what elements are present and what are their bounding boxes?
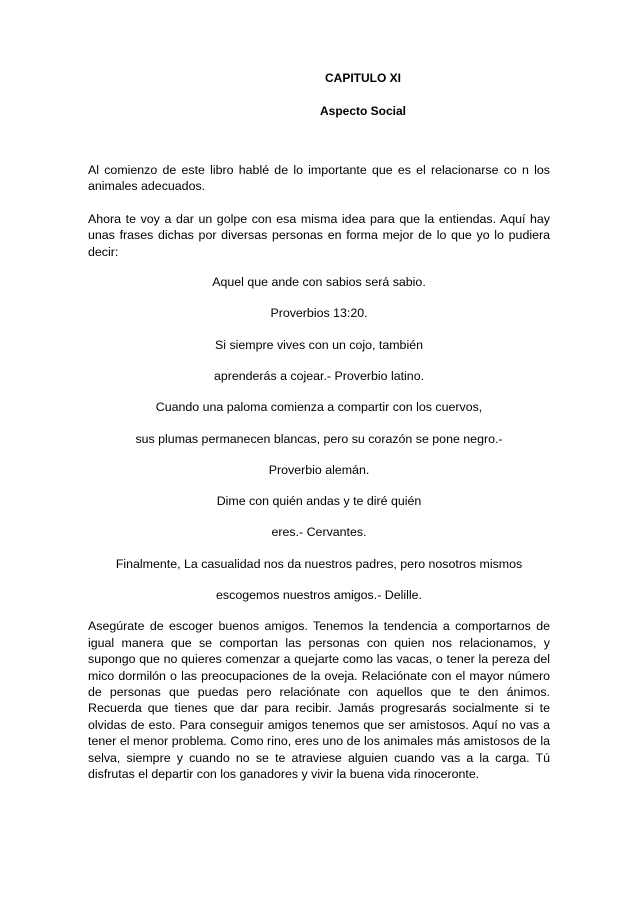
- quotes-block: [88, 274, 550, 603]
- quote-line: Finalmente, La casualidad nos da nuestros padres, pero nosotros mismos: [115, 556, 523, 571]
- document-page: [88, 70, 550, 782]
- intro-paragraph: Al comienzo de este libro hablé de lo importante que es el relacionarse co n los animales adecuados.: [88, 163, 550, 194]
- quote-line: Proverbio alemán.: [268, 462, 370, 477]
- section-title: Aspecto Social: [319, 104, 407, 118]
- quote-line: Si siempre vives con un cojo, también: [215, 337, 423, 352]
- quote-line: aprenderás a cojear.- Proverbio latino.: [213, 368, 425, 383]
- quote-line: sus plumas permanecen blancas, pero su corazón se pone negro.-: [135, 431, 503, 446]
- chapter-title: CAPITULO XI: [324, 71, 401, 85]
- quote-line: Dime con quién andas y te diré quién: [216, 494, 422, 509]
- lead-paragraph: Ahora te voy a dar un golpe con esa misma idea para que la entiendas. Aquí hay unas frases dichas por diversas personas en forma mejor de lo que yo lo pudiera decir:: [88, 211, 550, 259]
- quote-line: escogemos nuestros amigos.- Delille.: [216, 588, 422, 602]
- quote-line: Aquel que ande con sabios será sabio.: [212, 275, 426, 290]
- closing-paragraph: Asegúrate de escoger buenos amigos. Tenemos la tendencia a comportarnos de igual manera que se comportan las personas con quien nos relacionamos, y supongo que no quieres comenzar a quejarte como las vacas, o tener la pereza del mico dormilón o las preocupaciones de la oveja. Relaciónate con el mayor número de personas que puedas pero relaciónate con aquellos que te den ánimos. Recuerda que tienes que dar para recibir. Jamás progresarás socialmente si te olvidas de esto. Para conseguir amigos tenemos que ser amistosos. Aquí no vas a tener el menor problema. Como rino, eres uno de los animales más amistosos de la selva, siempre y cuando no se te atraviese alguien cuando vas a la carga. Tú disfrutas el departir con los ganadores y vivir la buena vida rinoceronte.: [88, 619, 550, 781]
- quote-line: eres.- Cervantes.: [271, 525, 367, 540]
- quote-line: Cuando una paloma comienza a compartir con los cuervos,: [155, 400, 483, 415]
- quote-line: Proverbios 13:20.: [270, 306, 368, 321]
